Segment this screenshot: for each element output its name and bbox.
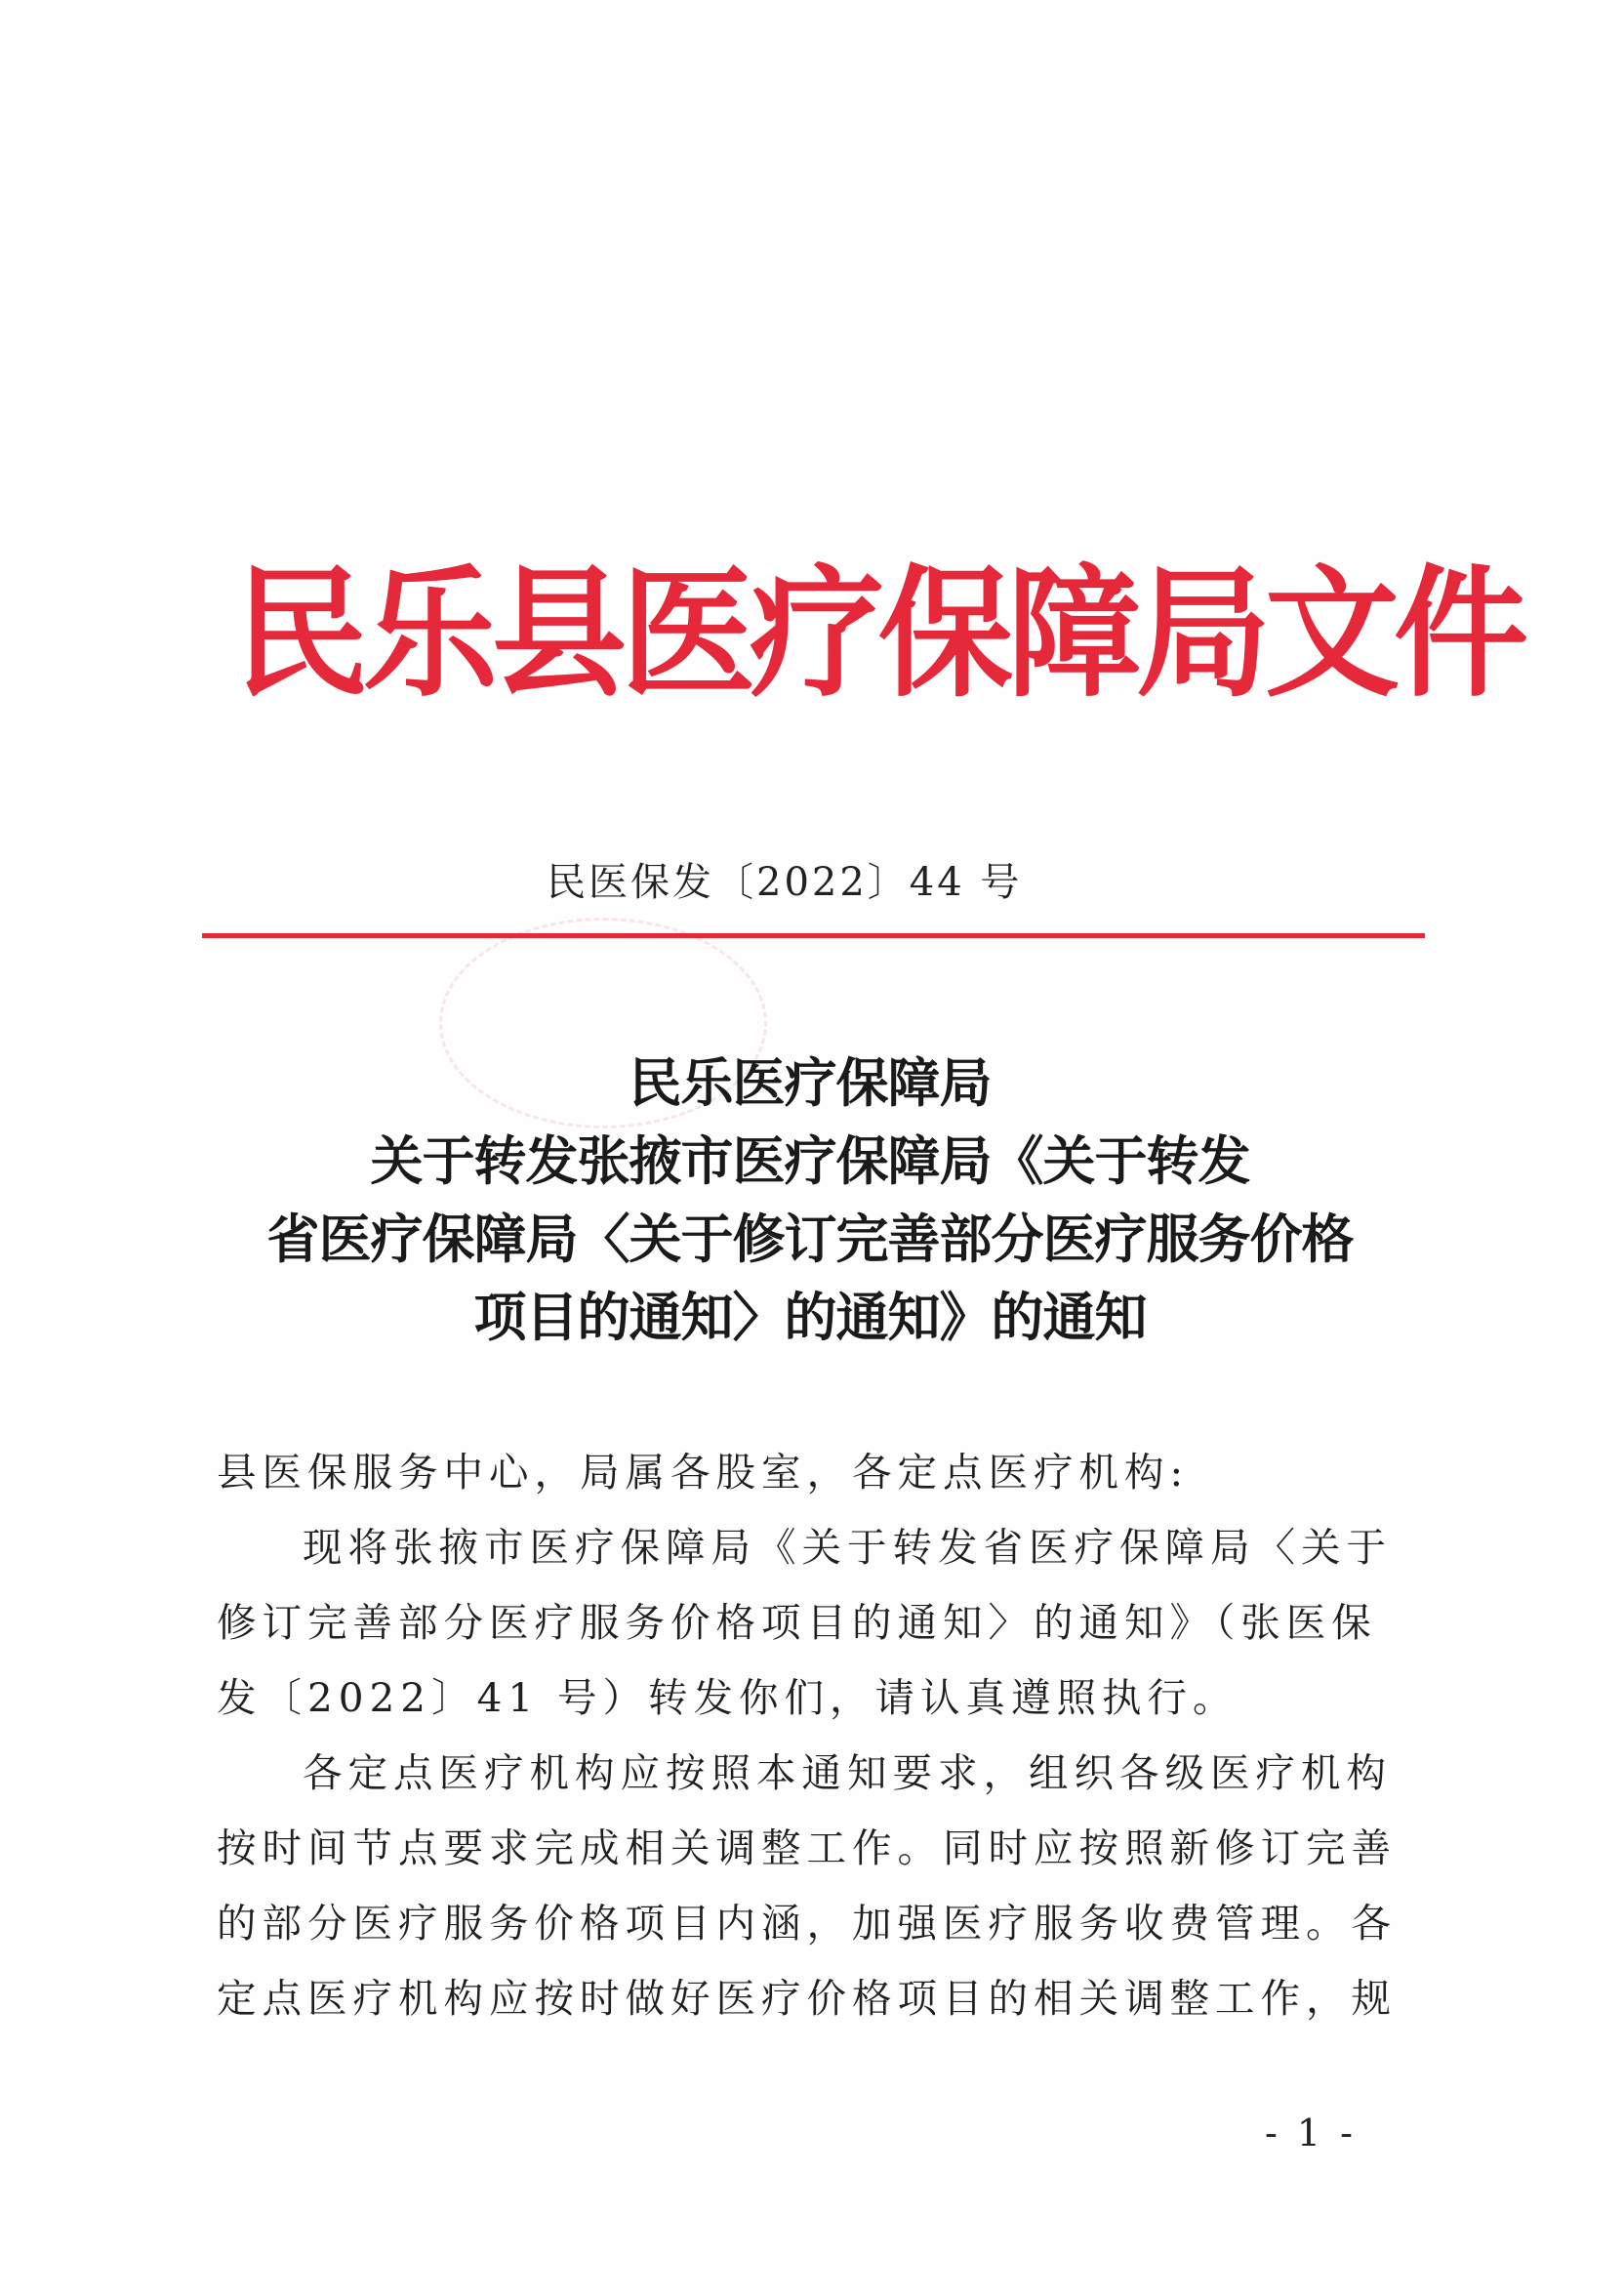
title-line: 项目的通知〉的通知》的通知 [473,1287,1147,1348]
paragraph1-line: 现将张掖市医疗保障局《关于转发省医疗保障局〈关于 [303,1524,1392,1571]
paragraph2-line: 按时间节点要求完成相关调整工作。同时应按照新修订完善 [217,1824,1397,1871]
paragraph2-line: 定点医疗机构应按时做好医疗价格项目的相关调整工作，规 [217,1975,1397,2022]
paragraph2-line: 各定点医疗机构应按照本通知要求，组织各级医疗机构 [303,1749,1392,1796]
addressee-line: 县医保服务中心，局属各股室，各定点医疗机构: [217,1449,1190,1496]
document-title [176,1045,1444,1357]
document-body [217,1435,1397,2036]
title-line: 关于转发张掖市医疗保障局《关于转发 [370,1130,1250,1192]
red-divider-line [202,933,1425,938]
document-masthead: 民乐县医疗保障局文件 [234,551,1523,717]
paragraph1-line: 发〔2022〕41 号）转发你们，请认真遵照执行。 [217,1674,1238,1721]
document-number: 民医保发〔2022〕44 号 [547,860,1023,905]
paragraph2-line: 的部分医疗服务价格项目内涵，加强医疗服务收费管理。各 [217,1900,1397,1947]
title-line: 民乐医疗保障局 [629,1052,992,1114]
page-number: - 1 - [1265,2112,1358,2154]
paragraph1-line: 修订完善部分医疗服务价格项目的通知〉的通知》（张医保 [217,1599,1377,1646]
title-line: 省医疗保障局〈关于修订完善部分医疗服务价格 [266,1209,1354,1270]
